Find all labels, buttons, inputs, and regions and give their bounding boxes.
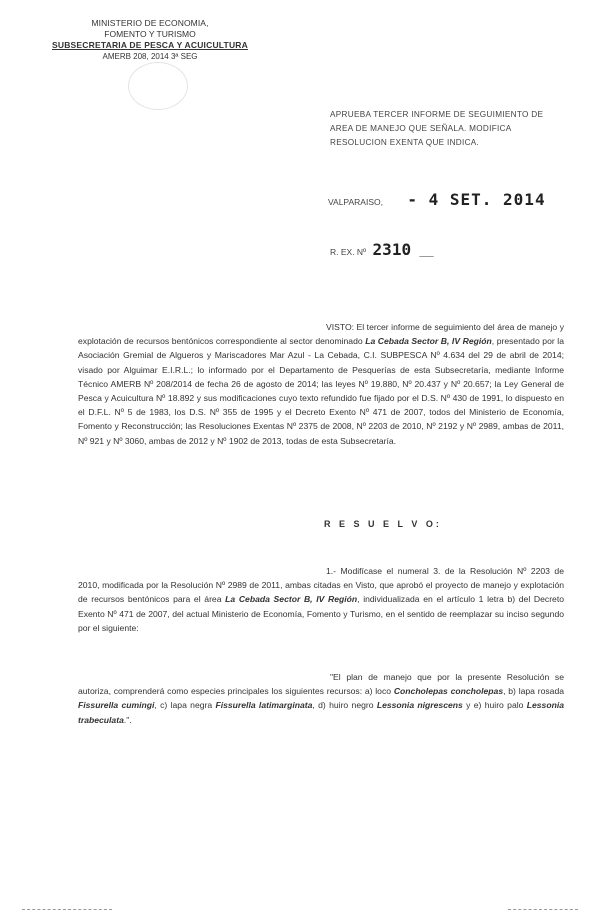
quote-text-5: y e) huiro palo (462, 700, 527, 711)
species-5: Lessonia trabeculata (78, 700, 564, 725)
footer-rule-left (22, 909, 112, 911)
resolution-suffix: ___ (419, 247, 434, 257)
resolution-number (330, 240, 530, 259)
stamp-seal (128, 62, 188, 110)
letterhead (50, 18, 250, 62)
visto-paragraph (78, 320, 564, 448)
article-1-area: La Cebada Sector B, IV Región (225, 594, 358, 605)
article-1-text-1: 1.- Modifícase el numeral 3. de la Resolución Nº 2203 de 2010, modificada por la Resolución Nº 2989 de 2011, ambas citadas en Visto, que aprobó el proyecto de manejo y explotación de recursos bentónicos para el área (78, 566, 564, 605)
letterhead-reference: AMERB 208, 2014 3ª SEG (102, 52, 198, 61)
article-1-paragraph (78, 564, 564, 635)
visto-sector: La Cebada Sector B, IV Región (365, 336, 492, 347)
letterhead-ministry: MINISTERIO DE ECONOMIA, (91, 18, 209, 28)
quote-text-1: "El plan de manejo que por la presente Resolución se autoriza, comprenderá como especies principales los siguientes recursos: a) loco (78, 672, 564, 697)
quoted-paragraph (78, 670, 564, 727)
resolution-number-value: 2310 (372, 240, 412, 259)
visto-text-2: , presentado por la Asociación Gremial de Algueros y Mariscadores Mar Azul - La Cebada, C.I. SUBPESCA Nº 4.634 del 29 de abril de 2014; visado por Alguimar E.I.R.L.; lo informado por el Departamento de Pesquerías de esta Subsecretaría, mediante Informe Técnico AMERB Nº 208/2014 de fecha 26 de agosto de 2014; las leyes Nº 19.880, Nº 20.437 y Nº 20.657; la Ley General de Pesca y Acuicultura Nº 18.892 y sus modificaciones cuyo texto refundido fue fijado por el D.S. Nº 430 de 1991, lo dispuesto en el D.F.L. Nº 5 de 1983, los D.S. Nº 355 de 1995 y el Decreto Exento Nº 471 de 2007, todos del Ministerio de Economía, Fomento y Reconstrucción; las Resoluciones Exentas Nº 2375 de 2008, Nº 2203 de 2010, Nº 2192 y Nº 2989, ambas de 2011, Nº 921 y Nº 3060, ambas de 2012 y Nº 1902 de 2013, todas de esta Subsecretaría. (78, 336, 564, 446)
quote-text-2: , b) lapa rosada (503, 686, 564, 697)
resuelvo-heading: R E S U E L V O: (324, 519, 442, 529)
species-2: Fissurella cumingi (78, 700, 155, 711)
date-stamp: - 4 SET. 2014 (407, 190, 546, 209)
place-date (328, 190, 578, 209)
resolution-prefix: R. EX. Nº (330, 247, 367, 257)
quote-text-3: , c) lapa negra (154, 700, 216, 711)
visto-text-1: VISTO: El tercer informe de seguimiento del área de manejo y explotación de recursos bentónicos correspondiente al sector denominado (78, 322, 564, 347)
place-label: VALPARAISO, (328, 197, 383, 207)
document-subject: APRUEBA TERCER INFORME DE SEGUIMIENTO DE AREA DE MANEJO QUE SEÑALA. MODIFICA RESOLUCION EXENTA QUE INDICA. (330, 110, 544, 147)
quote-text-4: , d) huiro negro (312, 700, 377, 711)
letterhead-subsecretaria: SUBSECRETARIA DE PESCA Y ACUICULTURA (52, 40, 248, 50)
species-3: Fissurella latimarginata (215, 700, 313, 711)
letterhead-ministry-sub: FOMENTO Y TURISMO (104, 29, 196, 39)
article-1-text-2: , individualizada en el artículo 1 letra b) del Decreto Exento Nº 471 de 2007, del actual Ministerio de Economía, Fomento y Turismo, en el sentido de reemplazar su inciso segundo por el siguiente: (78, 594, 565, 633)
species-4: Lessonia nigrescens (376, 700, 463, 711)
footer-rule-right (508, 909, 578, 911)
quote-text-6: .". (123, 714, 132, 725)
species-1: Concholepas concholepas (393, 686, 504, 697)
